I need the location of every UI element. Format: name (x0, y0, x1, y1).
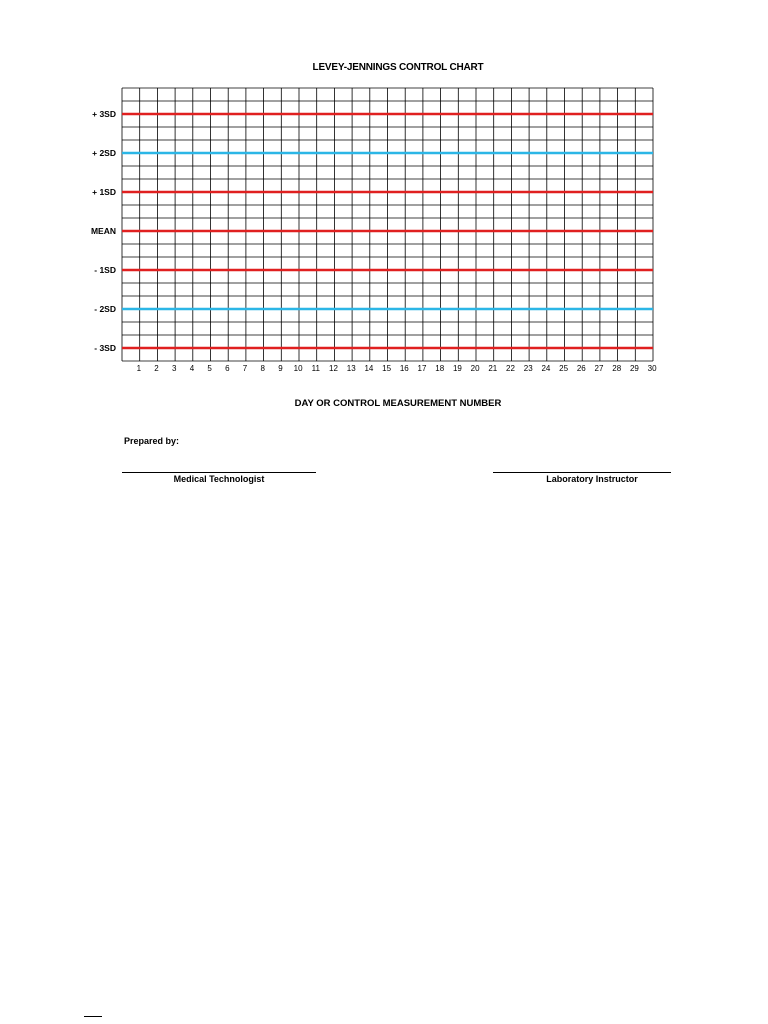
x-tick-label: 7 (242, 364, 248, 373)
x-tick-label: 30 (647, 364, 657, 373)
x-tick-label: 1 (136, 364, 142, 373)
footer-mark (84, 1016, 102, 1017)
x-tick-label: 19 (452, 364, 462, 373)
x-tick-label: 21 (488, 364, 498, 373)
y-level-label: - 1SD (94, 265, 116, 275)
x-tick-label: 4 (189, 364, 195, 373)
x-tick-label: 5 (207, 364, 212, 373)
x-tick-label: 15 (382, 364, 392, 373)
x-tick-label: 24 (541, 364, 551, 373)
x-tick-label: 13 (346, 364, 356, 373)
x-tick-label: 11 (311, 364, 320, 373)
x-tick-label: 3 (171, 364, 177, 373)
levey-jennings-chart (0, 0, 768, 400)
x-tick-label: 20 (470, 364, 480, 373)
signature-line-laboratory-instructor[interactable] (493, 472, 671, 473)
prepared-by-label: Prepared by: (124, 436, 180, 446)
y-level-label: + 3SD (92, 109, 116, 119)
x-tick-label: 14 (364, 364, 374, 373)
y-level-label: - 2SD (94, 304, 116, 314)
x-tick-label: 10 (293, 364, 303, 373)
y-level-label: + 2SD (92, 148, 116, 158)
chart-title: LEVEY-JENNINGS CONTROL CHART (312, 62, 484, 73)
x-tick-label: 26 (576, 364, 586, 373)
x-tick-label: 22 (506, 364, 515, 373)
x-tick-label: 9 (278, 364, 283, 373)
x-tick-label: 25 (559, 364, 569, 373)
x-axis-label: DAY OR CONTROL MEASUREMENT NUMBER (294, 398, 502, 409)
x-tick-label: 29 (629, 364, 639, 373)
x-tick-label: 27 (594, 364, 604, 373)
signature-line-medical-technologist[interactable] (122, 472, 316, 473)
x-tick-label: 6 (225, 364, 230, 373)
y-level-label: MEAN (90, 226, 116, 236)
x-tick-label: 12 (329, 364, 338, 373)
x-tick-label: 17 (417, 364, 427, 373)
x-tick-label: 8 (260, 364, 265, 373)
x-tick-label: 23 (523, 364, 533, 373)
x-tick-label: 2 (154, 364, 159, 373)
x-tick-label: 16 (399, 364, 409, 373)
signature-label-laboratory-instructor: Laboratory Instructor (546, 474, 638, 484)
x-tick-label: 18 (435, 364, 445, 373)
x-tick-label: 28 (612, 364, 622, 373)
signature-label-medical-technologist: Medical Technologist (173, 474, 265, 484)
y-level-label: + 1SD (92, 187, 116, 197)
y-level-label: - 3SD (94, 343, 116, 353)
